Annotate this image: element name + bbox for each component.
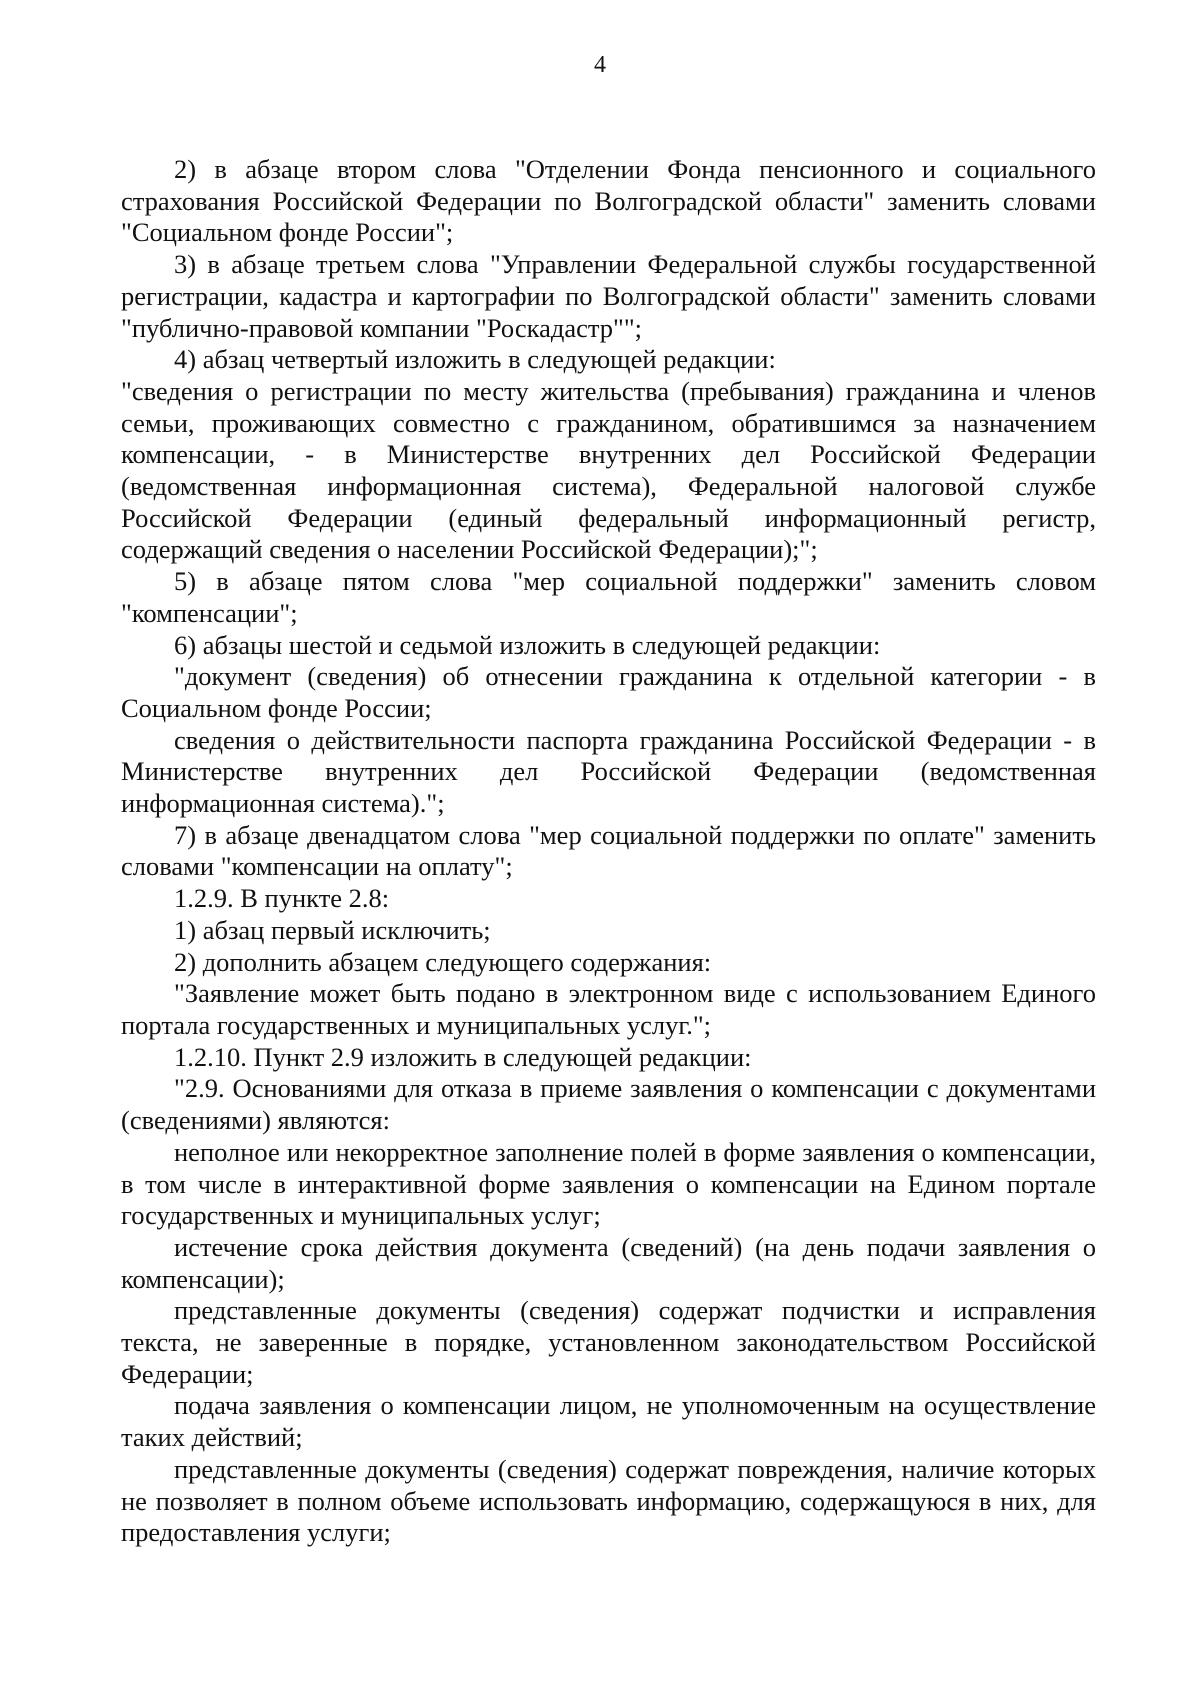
paragraph: "сведения о регистрации по месту жительства (пребывания) гражданина и членов семьи, проживающих совместно с гражданином, обратившимся за назначением компенсации, - в Министерстве внутренних дел Российской Федерации (ведомственная информационная система), Федеральной налоговой службе Российской Федерации (единый федеральный информационный регистр, содержащий сведения о населении Российской Федерации);"; (121, 375, 1096, 565)
paragraph: "документ (сведения) об отнесении гражданина к отдельной категории - в Социальном фонде России; (121, 661, 1096, 723)
paragraph: 1.2.10. Пункт 2.9 изложить в следующей редакции: (174, 1041, 752, 1072)
page-number: 4 (594, 52, 606, 78)
paragraph: истечение срока действия документа (сведений) (на день подачи заявления о компенсации); (121, 1231, 1096, 1294)
paragraph: представленные документы (сведения) содержат повреждения, наличие которых не позволяет в полном объеме использовать информацию, содержащуюся в них, для предоставления услуги; (121, 1453, 1096, 1548)
paragraph: 2) в абзаце втором слова "Отделении Фонда пенсионного и социального страхования Российской Федерации по Волгоградской области" заменить словами "Социальном фонде России"; (121, 154, 1096, 248)
paragraph: 6) абзацы шестой и седьмой изложить в следующей редакции: (174, 629, 881, 660)
paragraph: "2.9. Основаниями для отказа в приеме заявления о компенсации с документами (сведениями) являются: (121, 1073, 1096, 1136)
paragraph: неполное или некорректное заполнение полей в форме заявления о компенсации, в том числе в интерактивной форме заявления о компенсации на Едином портале государственных и муниципальных услуг; (121, 1136, 1096, 1231)
paragraph: "Заявление может быть подано в электронном виде с использованием Единого портала государственных и муниципальных услуг."; (121, 978, 1096, 1040)
paragraph: 7) в абзаце двенадцатом слова "мер социальной поддержки по оплате" заменить словами "компенсации на оплату"; (121, 819, 1096, 882)
paragraph: 2) дополнить абзацем следующего содержания: (174, 946, 712, 977)
document-body (121, 154, 1096, 1549)
paragraph: подача заявления о компенсации лицом, не уполномоченным на осуществление таких действий; (121, 1390, 1096, 1453)
paragraph: 1) абзац первый исключить; (174, 914, 491, 945)
paragraph: 4) абзац четвертый изложить в следующей редакции: (174, 344, 776, 375)
paragraph: 3) в абзаце третьем слова "Управлении Федеральной службы государственной регистрации, кадастра и картографии по Волгоградской области" заменить словами "публично-правовой компании "Роскадастр""; (121, 249, 1096, 343)
paragraph: сведения о действительности паспорта гражданина Российской Федерации - в Министерстве внутренних дел Российской Федерации (ведомственная информационная система)."; (121, 724, 1096, 819)
paragraph: 5) в абзаце пятом слова "мер социальной поддержки" заменить словом "компенсации"; (121, 566, 1096, 628)
paragraph: 1.2.9. В пункте 2.8: (174, 883, 390, 914)
paragraph: представленные документы (сведения) содержат подчистки и исправления текста, не заверенные в порядке, установленном законодательством Российской Федерации; (121, 1295, 1096, 1389)
